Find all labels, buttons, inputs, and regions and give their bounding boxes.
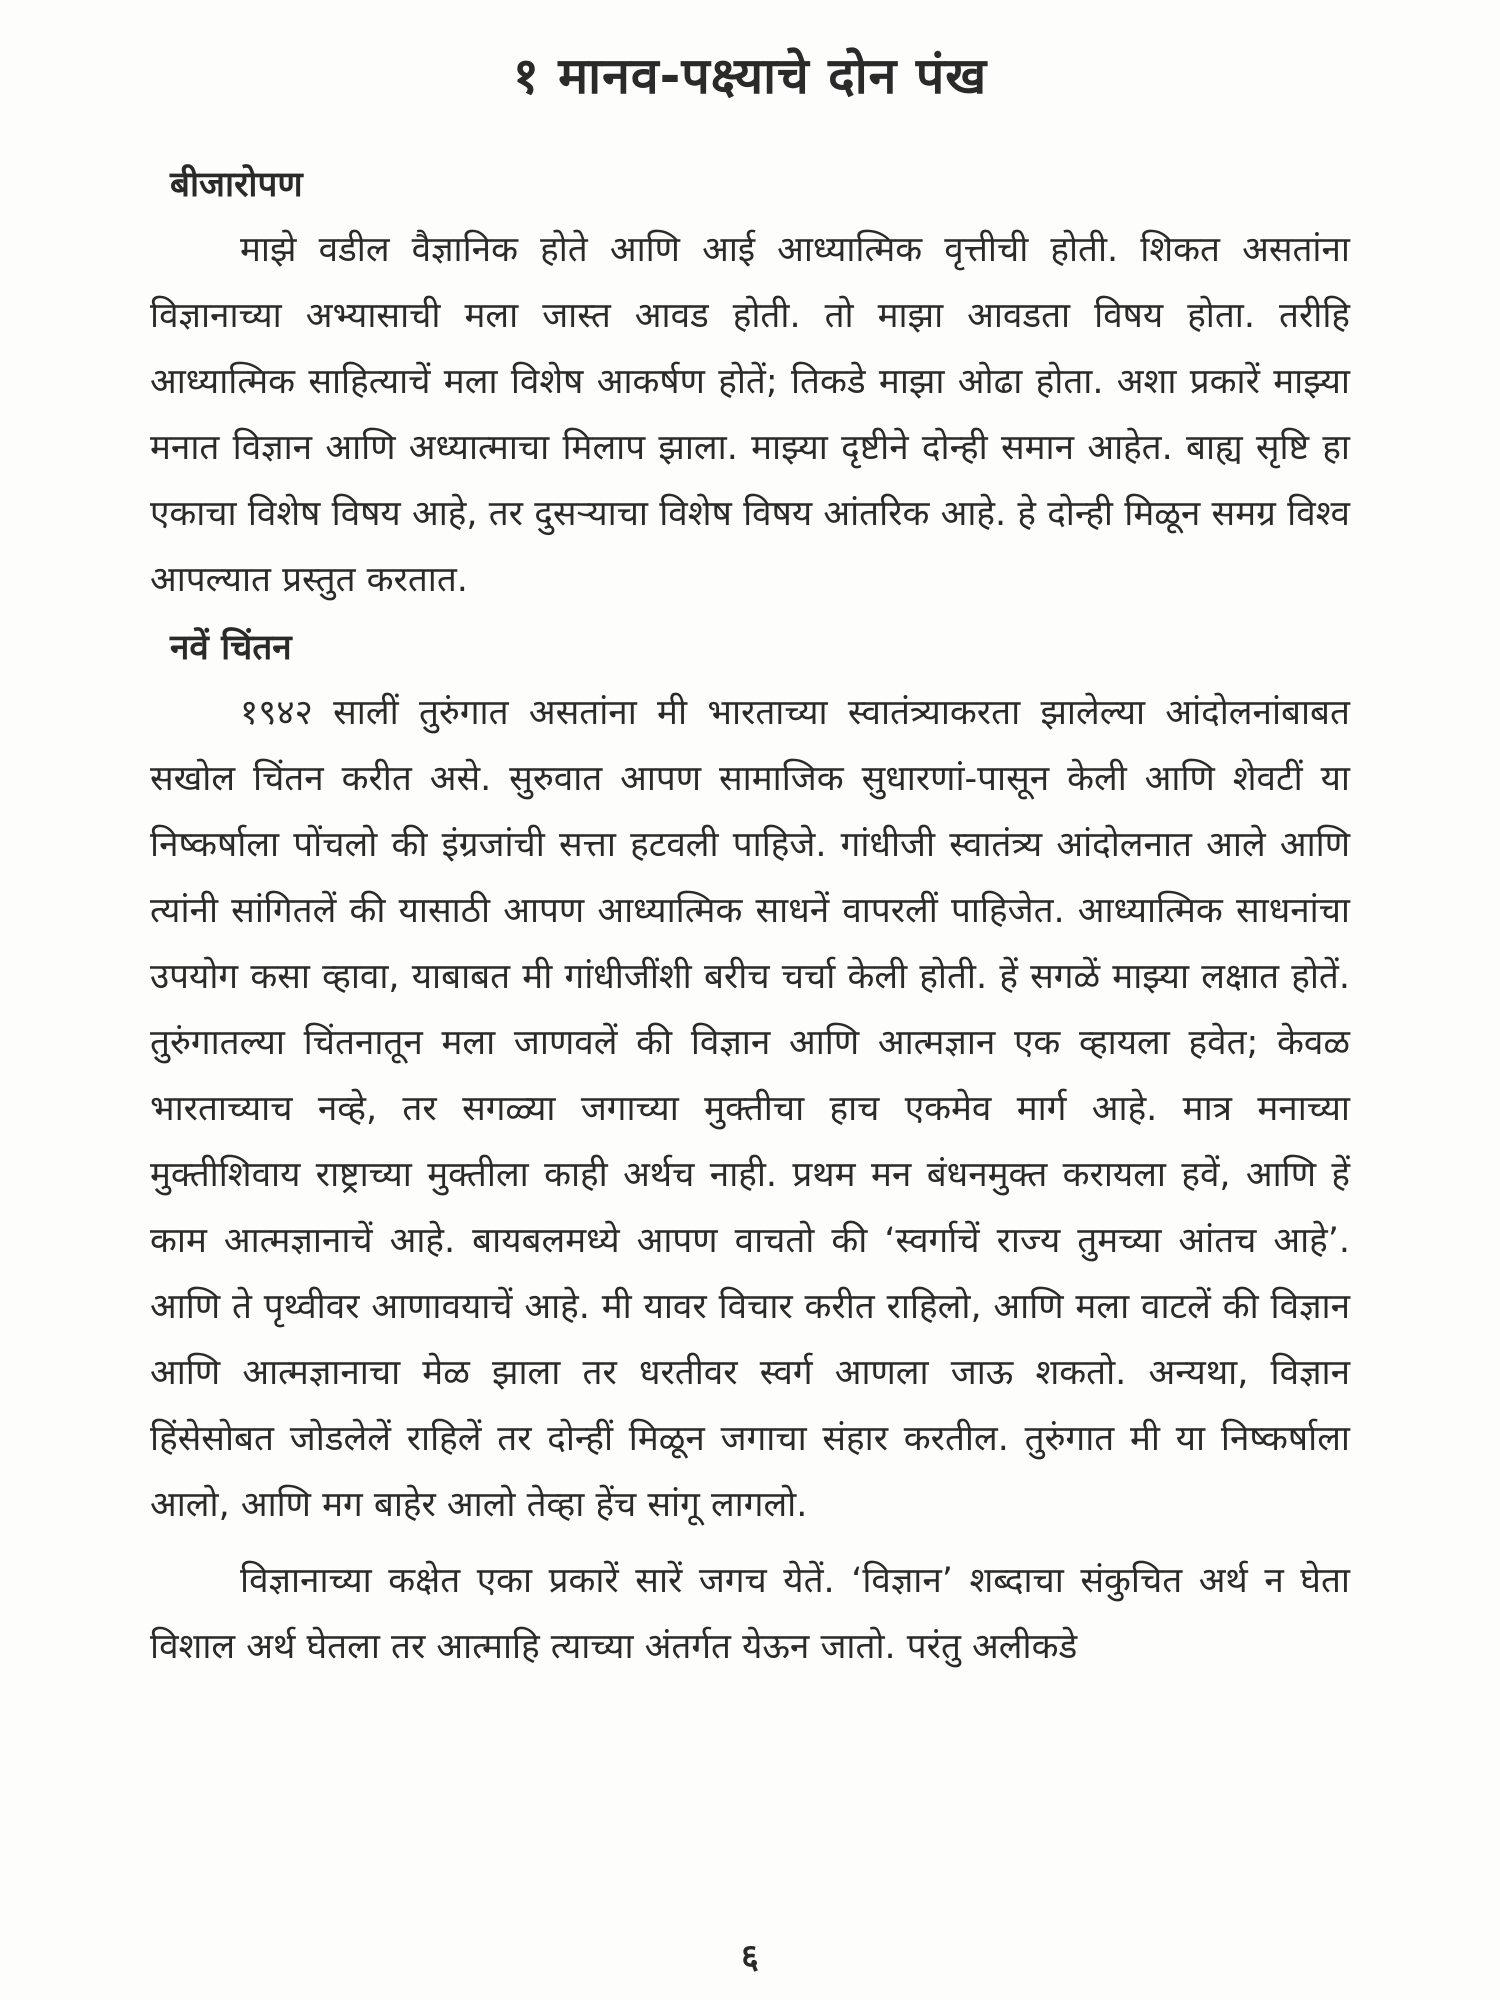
paragraph-seed: माझे वडील वैज्ञानिक होते आणि आई आध्यात्मिक वृत्तीची होती. शिकत असतांना विज्ञानाच्या अभ्यासाची मला जास्त आवड होती. तो माझा आवडता विषय होता. तरीहि आध्यात्मिक साहित्याचें मला विशेष आकर्षण होतें; तिकडे माझा ओढा होता. अशा प्रकारें माझ्या मनात विज्ञान आणि अध्यात्माचा मिलाप झाला. माझ्या दृष्टीने दोन्ही समान आहेत. बाह्य सृष्टि हा एकाचा विशेष विषय आहे, तर दुसऱ्याचा विशेष विषय आंतरिक आहे. हे दोन्ही मिळून समग्र विश्व आपल्यात प्रस्तुत करतात. — [150, 230, 1350, 600]
paragraph-new-thought-1: १९४२ सालीं तुरुंगात असतांना मी भारताच्या स्वातंत्र्याकरता झालेल्या आंदोलनांबाबत सखोल चिंतन करीत असे. सुरुवात आपण सामाजिक सुधारणां-पासून केली आणि शेवटीं या निष्कर्षाला पोंचलो की इंग्रजांची सत्ता हटवली पाहिजे. गांधीजी स्वातंत्र्य आंदोलनात आले आणि त्यांनी सांगितलें की यासाठी आपण आध्यात्मिक साधनें वापरलीं पाहिजेत. आध्यात्मिक साधनांचा उपयोग कसा व्हावा, याबाबत मी गांधीजींशी बरीच चर्चा केली होती. हें सगळें माझ्या लक्षात होतें. तुरुंगातल्या चिंतनातून मला जाणवलें की विज्ञान आणि आत्मज्ञान एक व्हायला हवेत; केवळ भारताच्याच नव्हे, तर सगळ्या जगाच्या मुक्तीचा हाच एकमेव मार्ग आहे. मात्र मनाच्या मुक्तीशिवाय राष्ट्राच्या मुक्तीला काही अर्थच नाही. प्रथम मन बंधनमुक्त करायला हवें, आणि हें काम आत्मज्ञानाचें आहे. बायबलमध्ये आपण वाचतो की ‘स्वर्गाचें राज्य तुमच्या आंतच आहे’. आणि ते पृथ्वीवर आणावयाचें आहे. मी यावर विचार करीत राहिलो, आणि मला वाटलें की विज्ञान आणि आत्मज्ञानाचा मेळ झाला तर धरतीवर स्वर्ग आणला जाऊ शकतो. अन्यथा, विज्ञान हिंसेसोबत जोडलेलें राहिलें तर दोन्हीं मिळून जगाचा संहार करतील. तुरुंगात मी या निष्कर्षाला आलो, आणि मग बाहेर आलो तेव्हा हेंच सांगू लागलो. — [150, 693, 1350, 1525]
page-number: ६ — [741, 1937, 759, 1977]
section-heading-seed: बीजारोपण — [170, 165, 303, 205]
chapter-title: १ मानव-पक्ष्याचे दोन पंख — [512, 47, 988, 105]
section-heading-new-thought: नवें चिंतन — [170, 628, 292, 668]
paragraph-new-thought-2: विज्ञानाच्या कक्षेत एका प्रकारें सारें जगच येतें. ‘विज्ञान’ शब्दाचा संकुचित अर्थ न घेता विशाल अर्थ घेतला तर आत्माहि त्याच्या अंतर्गत येऊन जातो. परंतु अलीकडे — [150, 1561, 1350, 1667]
